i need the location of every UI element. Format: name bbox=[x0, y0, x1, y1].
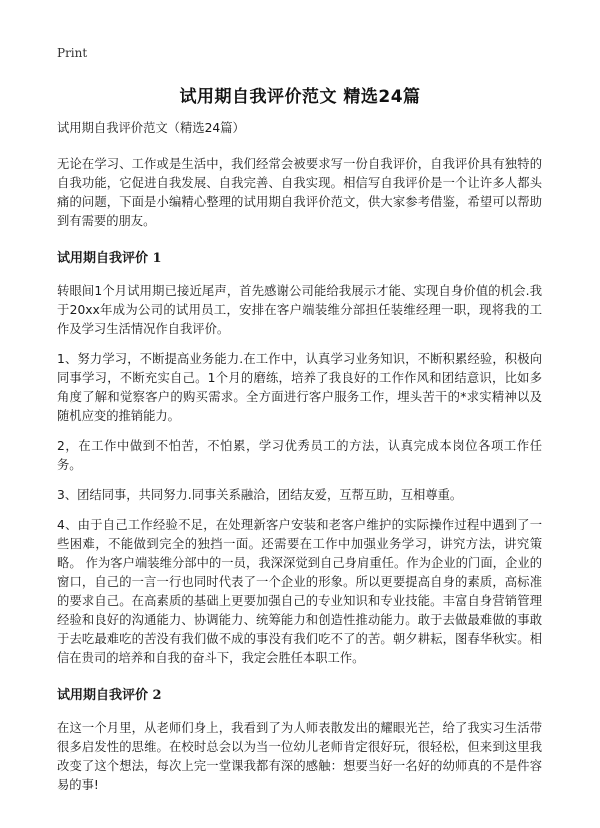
section1-paragraph-5: 4、由于自己工作经验不足，在处理新客户安装和老客户维护的实际操作过程中遇到了一些困难，不能做到完全的独挡一面。还需要在工作中加强业务学习，讲究方法，讲究策略。 作为客户端装维分部中的一员，我深深觉到自己身肩重任。作为企业的门面，企业的窗口，自己的一言一行也同时代表了一个企业的形象。所以更要提高自身的素质，高标准的要求自己。在高素质的基础上更要加强自己的专业知识和专业技能。丰富自身营销管理经验和良好的沟通能力、协调能力、统筹能力和创造性推动能力。敢于去做最难做的事敢于去吃最难吃的苦没有我们做不成的事没有我们吃不了的苦。朝夕耕耘，图春华秋实。相信在贵司的培养和自我的奋斗下，我定会胜任本职工作。 bbox=[57, 518, 542, 665]
intro-paragraph: 无论在学习、工作或是生活中，我们经常会被要求写一份自我评价，自我评价具有独特的自我功能，它促进自我发展、自我完善、自我实现。相信写自我评价是一个让许多人都头痛的问题，下面是小编精心整理的试用期自我评价范文，供大家参考借鉴，希望可以帮助到有需要的朋友。 bbox=[57, 157, 542, 228]
section1-paragraph-3: 2，在工作中做到不怕苦，不怕累，学习优秀员工的方法，认真完成本岗位各项工作任务。 bbox=[57, 439, 542, 472]
section-heading-2: 试用期自我评价 2 bbox=[57, 688, 162, 703]
article-body bbox=[57, 119, 542, 806]
page-title: 试用期自我评价范文 精选24篇 bbox=[179, 87, 421, 107]
article-subtitle: 试用期自我评价范文（精选24篇） bbox=[57, 121, 245, 135]
section1-paragraph-1: 转眼间1个月试用期已接近尾声，首先感谢公司能给我展示才能、实现自身价值的机会.我于20xx年成为公司的试用员工，安排在客户端装维分部担任装维经理一职，现将我的工作及学习生活情况作自我评价。 bbox=[57, 284, 542, 336]
section1-paragraph-2: 1、努力学习，不断提高业务能力.在工作中，认真学习业务知识，不断积累经验，积极向同事学习，不断充实自己。1个月的磨练，培养了我良好的工作作风和团结意识，比如多角度了解和觉察客户的购买需求。全方面进行客户服务工作，埋头苦干的*求实精神以及随机应变的推销能力。 bbox=[57, 352, 542, 423]
section-heading-1: 试用期自我评价 1 bbox=[57, 251, 162, 266]
section2-paragraph-1: 在这一个月里，从老师们身上，我看到了为人师表散发出的耀眼光芒，给了我实习生活带很多启发性的思维。在校时总会以为当一位幼儿老师肯定很好玩，很轻松，但来到这里我改变了这个想法，每次上完一堂课我都有深的感触：想要当好一名好的幼师真的不是件容易的事! bbox=[57, 721, 542, 792]
section1-paragraph-4: 3、团结同事，共同努力.同事关系融洽，团结友爱，互帮互助，互相尊重。 bbox=[57, 488, 463, 502]
print-link[interactable]: Print bbox=[57, 46, 88, 60]
